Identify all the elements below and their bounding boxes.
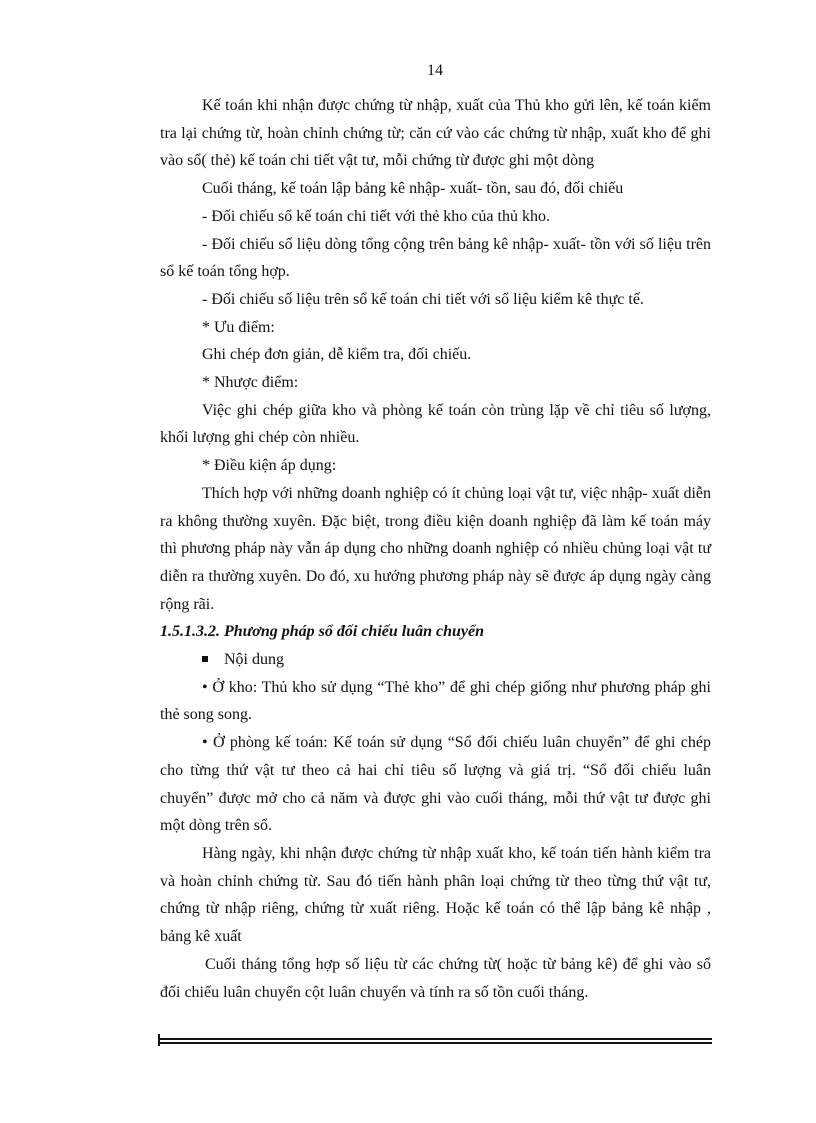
section-heading: 1.5.1.3.2. Phương pháp sổ đối chiếu luân chuyển bbox=[160, 623, 484, 641]
footer-double-rule bbox=[158, 1038, 712, 1044]
page-number: 14 bbox=[427, 62, 443, 79]
rule-line bbox=[158, 1042, 712, 1044]
paragraph: Kế toán khi nhận được chứng từ nhập, xuất của Thủ kho gửi lên, kế toán kiểm tra lại chứng từ, hoàn chỉnh chứng từ; căn cứ vào các chứng từ nhập, xuất kho để ghi vào sổ( thẻ) kế toán chi tiết vật tư, mỗi chứng từ được ghi một dòng bbox=[160, 97, 711, 170]
bullet-item bbox=[160, 646, 711, 674]
paragraph: - Đối chiếu số liệu trên sổ kế toán chi tiết với sổ liệu kiểm kê thực tế. bbox=[202, 290, 644, 308]
paragraph: Thích hợp với những doanh nghiệp có ít chủng loại vật tư, việc nhập- xuất diễn ra không thường xuyên. Đặc biệt, trong điều kiện doanh nghiệp đã làm kế toán máy thì phương pháp này vẫn áp dụng cho những doanh nghiệp có nhiều chủng loại vật tư diễn ra thường xuyên. Do đó, xu hướng phương pháp này sẽ được áp dụng ngày càng rộng rãi. bbox=[160, 484, 711, 613]
paragraph: Ghi chép đơn giản, dễ kiểm tra, đối chiếu. bbox=[202, 346, 472, 364]
bullet-label: Nội dung bbox=[224, 651, 284, 669]
rule-line bbox=[158, 1038, 712, 1040]
rule-tick bbox=[158, 1034, 160, 1046]
paragraph: Việc ghi chép giữa kho và phòng kế toán còn trùng lặp về chỉ tiêu số lượng, khối lượng ghi chép còn nhiều. bbox=[160, 401, 711, 447]
paragraph: Cuối tháng, kế toán lập bảng kê nhập- xuất- tồn, sau đó, đối chiếu bbox=[202, 180, 624, 198]
paragraph: Cuối tháng tổng hợp số liệu từ các chứng từ( hoặc từ bảng kê) để ghi vào sổ đối chiếu luân chuyển cột luân chuyển và tính ra số tồn cuối tháng. bbox=[160, 955, 711, 1001]
paragraph: Hàng ngày, khi nhận được chứng từ nhập xuất kho, kế toán tiến hành kiểm tra và hoàn chỉnh chứng từ. Sau đó tiến hành phân loại chứng từ theo từng thứ vật tư, chứng từ nhập riêng, chứng từ xuất riêng. Hoặc kế toán có thể lập bảng kê nhập , bảng kê xuất bbox=[160, 844, 711, 946]
paragraph: - Đối chiếu số liệu dòng tổng cộng trên bảng kê nhập- xuất- tồn với số liệu trên sổ kế toán tổng hợp. bbox=[160, 235, 711, 281]
paragraph: • Ở kho: Thủ kho sử dụng “Thẻ kho” để ghi chép giống như phương pháp ghi thẻ song song. bbox=[160, 678, 711, 724]
list-marker-disadvantages: * Nhược điểm: bbox=[202, 374, 299, 392]
document-body bbox=[160, 92, 711, 1006]
paragraph: - Đối chiếu sổ kế toán chi tiết với thẻ kho của thủ kho. bbox=[202, 207, 550, 225]
list-marker-conditions: * Điều kiện áp dụng: bbox=[202, 457, 337, 475]
square-bullet-icon bbox=[202, 656, 208, 662]
list-marker-advantages: * Ưu điểm: bbox=[202, 318, 275, 336]
paragraph: • Ở phòng kế toán: Kế toán sử dụng “Sổ đối chiếu luân chuyển” để ghi chép cho từng thứ vật tư theo cả hai chỉ tiêu số lượng và giá trị. “Sổ đối chiếu luân chuyển” được mở cho cả năm và được ghi vào cuối tháng, mỗi thứ vật tư được ghi một dòng trên sổ. bbox=[160, 734, 711, 835]
